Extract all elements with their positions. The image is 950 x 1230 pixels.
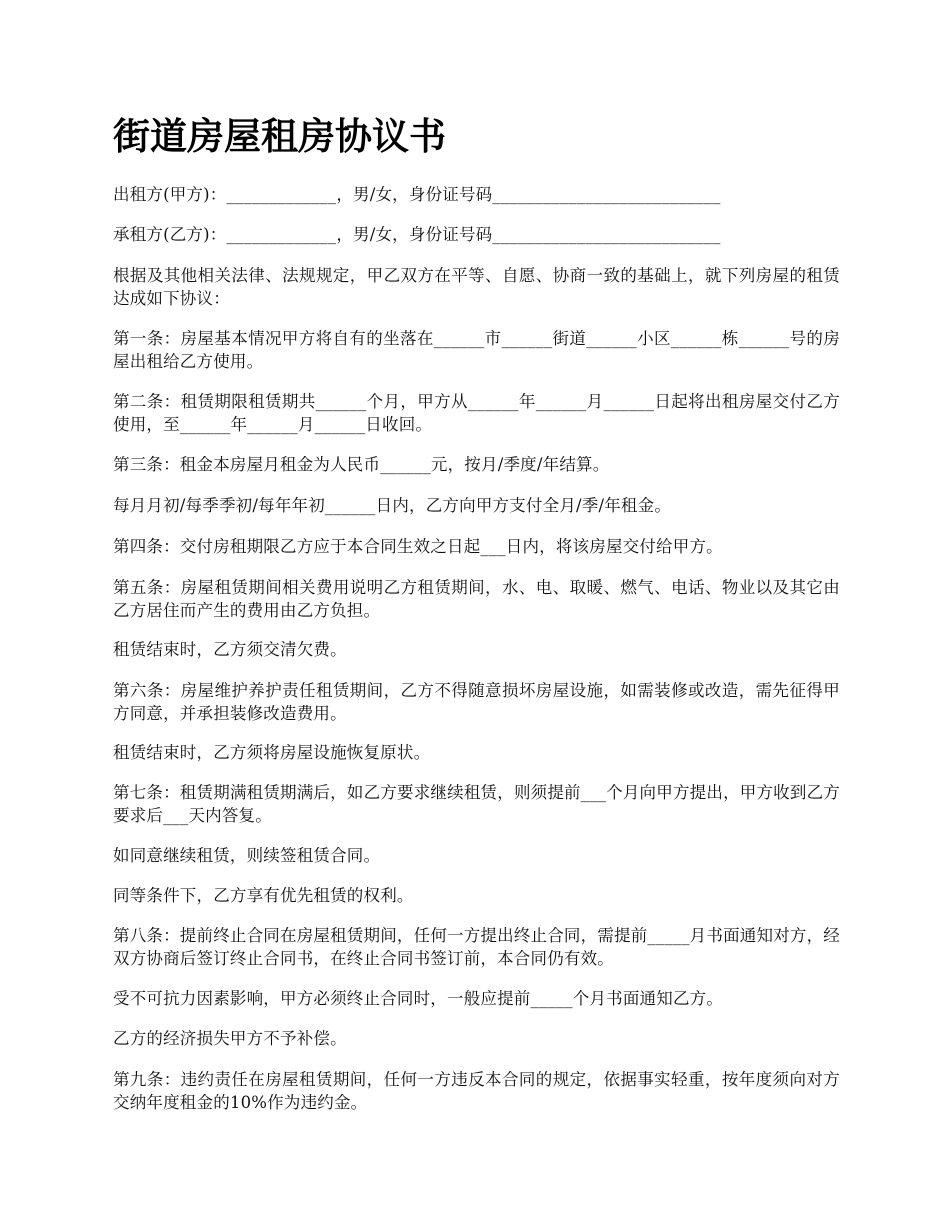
renewal-contract-paragraph: 如同意继续租赁，则续签租赁合同。 xyxy=(113,846,381,865)
rent-payment-paragraph: 每月月初/每季季初/每年年初______日内，乙方向甲方支付全月/季/年租金。 xyxy=(113,496,672,515)
clause-3-rent: 第三条：租金本房屋月租金为人民币______元，按月/季度/年结算。 xyxy=(113,455,610,474)
clause-8-termination: 第八条：提前终止合同在房屋租赁期间，任何一方提出终止合同，需提前_____月书面通知对方，经双方协商后签订终止合同书，在终止合同书签订前，本合同仍有效。 xyxy=(113,926,840,968)
clause-2-term: 第二条：租赁期限租赁期共______个月，甲方从______年______月______日起将出租房屋交付乙方使用，至______年______月______日收回。 xyxy=(113,392,840,434)
lessee-line: 承租方(乙方)：_____________，男/女，身份证号码___________________________ xyxy=(113,225,721,244)
clause-4-delivery: 第四条：交付房租期限乙方应于本合同生效之日起___日内，将该房屋交付给甲方。 xyxy=(113,537,723,556)
clause-5-fees: 第五条：房屋租赁期间相关费用说明乙方租赁期间，水、电、取暖、燃气、电话、物业以及其它由乙方居住而产生的费用由乙方负担。 xyxy=(113,578,840,620)
force-majeure-paragraph: 受不可抗力因素影响，甲方必须终止合同时，一般应提前_____个月书面通知乙方。 xyxy=(113,989,724,1008)
clause-1-property: 第一条：房屋基本情况甲方将自有的坐落在______市______街道______小区______栋______号的房屋出租给乙方使用。 xyxy=(113,329,840,371)
priority-paragraph: 同等条件下，乙方享有优先租赁的权利。 xyxy=(113,886,414,905)
fees-settlement-paragraph: 租赁结束时，乙方须交清欠费。 xyxy=(113,640,347,659)
clause-6-maintenance: 第六条：房屋维护养护责任租赁期间，乙方不得随意损坏房屋设施，如需装修或改造，需先征得甲方同意，并承担装修改造费用。 xyxy=(113,681,840,723)
restore-paragraph: 租赁结束时，乙方须将房屋设施恢复原状。 xyxy=(113,743,431,762)
preamble-paragraph: 根据及其他相关法律、法规规定，甲乙双方在平等、自愿、协商一致的基础上，就下列房屋的租赁达成如下协议： xyxy=(113,266,840,308)
clause-7-renewal: 第七条：租赁期满租赁期满后，如乙方要求继续租赁，则须提前___个月向甲方提出，甲方收到乙方要求后___天内答复。 xyxy=(113,783,840,825)
lessor-line: 出租方(甲方)：_____________，男/女，身份证号码___________________________ xyxy=(113,185,721,204)
clause-9-liability: 第九条：违约责任在房屋租赁期间，任何一方违反本合同的规定，依据事实轻重，按年度须向对方交纳年度租金的10%作为违约金。 xyxy=(113,1070,840,1112)
document-title: 街道房屋租房协议书 xyxy=(113,114,446,158)
no-compensation-paragraph: 乙方的经济损失甲方不予补偿。 xyxy=(113,1029,347,1048)
